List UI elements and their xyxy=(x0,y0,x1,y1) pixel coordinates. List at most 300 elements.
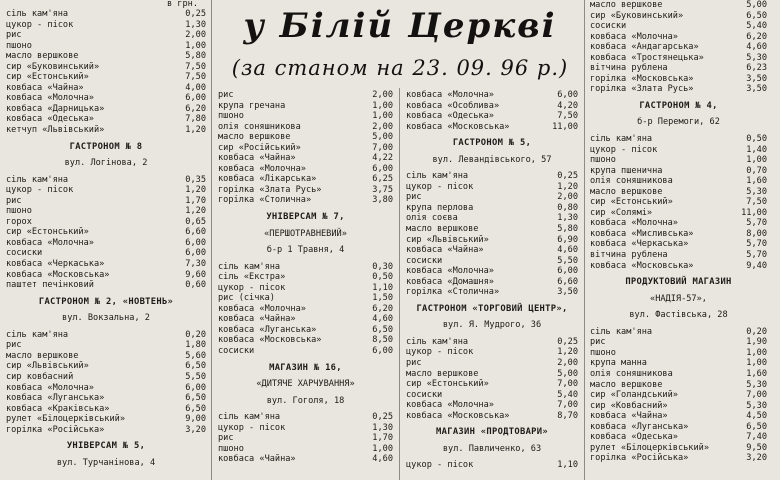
product-price: 1,20 xyxy=(185,206,206,217)
price-row xyxy=(218,143,393,154)
product-price: 0,70 xyxy=(746,165,767,176)
product-name: ковбаса «Московська» xyxy=(406,410,510,421)
price-row xyxy=(218,262,393,273)
product-price: 11,00 xyxy=(552,121,578,132)
product-name: ковбаса «Молочна» xyxy=(590,218,678,229)
product-name: ковбаса «Чайна» xyxy=(6,82,84,93)
product-price: 8,50 xyxy=(372,335,393,346)
price-row xyxy=(218,412,393,423)
price-row xyxy=(406,235,578,246)
product-name: ковбаса «Краківська» xyxy=(6,403,110,414)
product-name: ковбаса «Московська» xyxy=(6,269,110,280)
product-price: 9,00 xyxy=(185,414,206,425)
price-column-4 xyxy=(590,0,767,464)
price-row xyxy=(406,101,578,112)
store-heading: МАГАЗИН № 16, xyxy=(269,362,342,373)
product-price: 3,20 xyxy=(746,453,767,464)
price-row xyxy=(6,62,206,73)
price-row xyxy=(590,327,767,338)
product-price: 8,70 xyxy=(557,410,578,421)
price-row xyxy=(406,266,578,277)
product-name: рис xyxy=(218,433,234,444)
product-price: 5,00 xyxy=(557,368,578,379)
page-title: у Білій Церкві xyxy=(243,6,557,46)
price-row xyxy=(406,90,578,101)
product-price: 2,00 xyxy=(372,90,393,100)
product-price: 3,20 xyxy=(185,424,206,435)
product-price: 8,00 xyxy=(746,228,767,239)
product-name: сіль «Екстра» xyxy=(218,272,286,283)
product-price: 6,00 xyxy=(557,90,578,100)
product-price: 6,50 xyxy=(746,421,767,432)
price-row xyxy=(6,361,206,372)
product-name: ковбаса «Одеська» xyxy=(590,432,678,443)
price-row xyxy=(590,348,767,359)
product-price: 5,70 xyxy=(746,239,767,250)
column-content xyxy=(6,9,206,474)
product-price: 0,50 xyxy=(372,272,393,283)
product-name: ковбаса «Молочна» xyxy=(218,163,306,174)
product-name: пшоно xyxy=(218,443,244,454)
product-name: сир «Солямі» xyxy=(590,207,653,218)
product-name: масло вершкове xyxy=(6,51,79,62)
product-name: ковбаса «Чайна» xyxy=(218,153,296,164)
store-address: вул. Левандівського, 57 xyxy=(432,154,552,165)
price-row xyxy=(6,72,206,83)
price-row xyxy=(406,358,578,369)
product-price: 7,50 xyxy=(557,111,578,122)
price-row xyxy=(218,174,393,185)
price-row xyxy=(218,122,393,133)
price-row xyxy=(406,287,578,298)
price-row xyxy=(6,41,206,52)
product-name: сир «Буковинський» xyxy=(6,61,100,72)
product-name: ковбаса «Дарницька» xyxy=(6,103,105,114)
product-name: ковбаса «Мисливська» xyxy=(590,228,694,239)
product-name: рис xyxy=(590,337,606,348)
product-price: 9,50 xyxy=(746,442,767,453)
price-row xyxy=(6,217,206,228)
product-price: 1,10 xyxy=(372,282,393,293)
product-price: 7,00 xyxy=(557,379,578,390)
price-row xyxy=(6,20,206,31)
price-row xyxy=(218,423,393,434)
price-row xyxy=(590,197,767,208)
product-name: ковбаса «Тростянецька» xyxy=(590,52,704,63)
price-row xyxy=(590,411,767,422)
product-price: 6,60 xyxy=(185,227,206,238)
product-price: 4,60 xyxy=(372,454,393,465)
product-price: 6,60 xyxy=(557,276,578,287)
product-name: сир «Естонський» xyxy=(406,379,489,390)
price-row xyxy=(6,280,206,291)
product-name: крупа перлова xyxy=(406,202,474,213)
product-name: сир «Російський» xyxy=(218,142,301,153)
product-name: сосиски xyxy=(218,346,255,357)
price-row xyxy=(6,83,206,94)
product-name: масло вершкове xyxy=(218,132,291,143)
price-row xyxy=(218,90,393,101)
store-heading: ГАСТРОНОМ № 5, xyxy=(452,138,532,149)
price-row xyxy=(406,379,578,390)
product-price: 1,10 xyxy=(557,460,578,471)
price-row xyxy=(6,425,206,436)
product-name: сир «Голандський» xyxy=(590,390,678,401)
product-price: 4,60 xyxy=(557,245,578,256)
price-row xyxy=(218,185,393,196)
product-name: масло вершкове xyxy=(406,224,479,235)
price-row xyxy=(590,21,767,32)
store-address: вул. Логінова, 2 xyxy=(64,158,148,169)
price-row xyxy=(6,30,206,41)
product-name: горілка «Російська» xyxy=(6,424,105,435)
product-price: 2,00 xyxy=(185,30,206,41)
price-row xyxy=(590,208,767,219)
price-row xyxy=(590,261,767,272)
product-name: ковбаса «Молочна» xyxy=(590,31,678,42)
product-price: 3,50 xyxy=(746,73,767,84)
column-content xyxy=(590,0,767,464)
product-price: 1,00 xyxy=(372,443,393,454)
price-row xyxy=(406,122,578,133)
product-name: цукор - пісок xyxy=(6,19,74,30)
product-price: 0,30 xyxy=(372,261,393,272)
price-row xyxy=(6,351,206,362)
product-name: крупа манна xyxy=(590,358,647,369)
price-row xyxy=(590,145,767,156)
product-price: 9,60 xyxy=(185,269,206,280)
product-price: 5,30 xyxy=(746,379,767,390)
product-price: 1,90 xyxy=(746,337,767,348)
price-row xyxy=(406,224,578,235)
product-price: 1,30 xyxy=(185,19,206,30)
price-row xyxy=(6,238,206,249)
product-name: крупа гречана xyxy=(218,100,286,111)
product-name: сир «Естонський» xyxy=(6,72,89,83)
price-row xyxy=(218,195,393,206)
store-heading: ГАСТРОНОМ «ТОРГОВИЙ ЦЕНТР», xyxy=(416,303,568,314)
product-name: ковбаса «Молочна» xyxy=(6,382,94,393)
price-row xyxy=(590,432,767,443)
product-price: 5,40 xyxy=(746,21,767,32)
product-price: 2,00 xyxy=(557,358,578,369)
price-row xyxy=(590,443,767,454)
price-row xyxy=(406,277,578,288)
price-row xyxy=(218,314,393,325)
product-name: сосиски xyxy=(6,248,43,259)
product-price: 9,40 xyxy=(746,260,767,271)
product-price: 4,20 xyxy=(557,100,578,111)
product-price: 5,50 xyxy=(557,255,578,266)
product-price: 1,40 xyxy=(746,144,767,155)
product-price: 5,70 xyxy=(746,218,767,229)
price-row xyxy=(6,404,206,415)
price-row xyxy=(590,401,767,412)
product-price: 6,50 xyxy=(372,324,393,335)
product-name: рис xyxy=(406,358,422,369)
column-divider xyxy=(399,88,400,480)
store-address: б-р 1 Травня, 4 xyxy=(266,245,345,256)
price-row xyxy=(590,134,767,145)
price-column-1 xyxy=(6,0,206,474)
product-price: 1,30 xyxy=(372,422,393,433)
price-row xyxy=(6,185,206,196)
price-row xyxy=(6,9,206,20)
product-price: 6,00 xyxy=(372,163,393,174)
product-price: 5,30 xyxy=(746,52,767,63)
store-address: «НАДІЯ-57», xyxy=(650,293,707,304)
price-row xyxy=(218,444,393,455)
product-price: 3,75 xyxy=(372,184,393,195)
price-row xyxy=(406,347,578,358)
price-row xyxy=(590,218,767,229)
product-name: горілка «Столична» xyxy=(406,287,500,298)
product-price: 11,00 xyxy=(741,207,767,218)
store-address: «ПЕРШОТРАВНЕВИЙ» xyxy=(264,228,347,239)
product-price: 6,50 xyxy=(185,393,206,404)
product-name: цукор - пісок xyxy=(590,144,658,155)
price-row xyxy=(406,460,578,471)
product-price: 7,50 xyxy=(185,72,206,83)
product-price: 7,80 xyxy=(185,114,206,125)
price-row xyxy=(406,111,578,122)
page-subtitle: (за станом на 23. 09. 96 р.) xyxy=(231,56,569,80)
price-row xyxy=(590,176,767,187)
price-row xyxy=(218,283,393,294)
price-row xyxy=(406,369,578,380)
product-price: 0,25 xyxy=(557,336,578,347)
product-name: масло вершкове xyxy=(590,0,663,10)
product-name: ковбаса «Черкаська» xyxy=(590,239,689,250)
product-name: цукор - пісок xyxy=(406,181,474,192)
product-price: 1,00 xyxy=(746,358,767,369)
price-row xyxy=(218,335,393,346)
price-row xyxy=(406,182,578,193)
product-price: 6,00 xyxy=(372,346,393,357)
store-heading: ПРОДУКТОВИЙ МАГАЗИН xyxy=(625,277,732,288)
price-row xyxy=(590,239,767,250)
product-price: 6,50 xyxy=(185,361,206,372)
product-name: крупа пшенична xyxy=(590,165,663,176)
product-name: паштет печінковий xyxy=(6,280,94,291)
product-price: 6,90 xyxy=(557,234,578,245)
price-row xyxy=(590,250,767,261)
product-name: ковбаса «Московська» xyxy=(590,260,694,271)
product-name: горілка «Московська» xyxy=(590,73,694,84)
product-price: 1,00 xyxy=(372,100,393,111)
product-name: цукор - пісок xyxy=(406,460,474,471)
price-row xyxy=(218,293,393,304)
price-row xyxy=(218,346,393,357)
price-row xyxy=(6,383,206,394)
price-row xyxy=(6,270,206,281)
product-name: ковбаса «Одеська» xyxy=(406,111,494,122)
product-name: цукор - пісок xyxy=(6,185,74,196)
section-gap xyxy=(6,468,206,474)
product-name: ковбаса «Домашня» xyxy=(406,276,494,287)
product-price: 1,20 xyxy=(557,347,578,358)
product-price: 0,60 xyxy=(185,280,206,291)
product-price: 3,50 xyxy=(557,287,578,298)
price-row xyxy=(590,369,767,380)
product-name: сіль кам'яна xyxy=(406,336,469,347)
product-name: олія соєва xyxy=(406,213,458,224)
price-row xyxy=(218,304,393,315)
price-row xyxy=(406,400,578,411)
product-name: сир «Львівський» xyxy=(6,361,89,372)
product-name: рис xyxy=(6,340,22,351)
product-name: сіль кам'яна xyxy=(218,261,281,272)
store-address: вул. Фастівська, 28 xyxy=(629,310,728,321)
product-name: ковбаса «Луганська» xyxy=(218,324,317,335)
product-price: 6,50 xyxy=(746,10,767,21)
product-price: 0,25 xyxy=(185,9,206,19)
price-row xyxy=(590,358,767,369)
price-row xyxy=(590,63,767,74)
product-price: 4,22 xyxy=(372,153,393,164)
product-price: 7,50 xyxy=(746,197,767,208)
price-row xyxy=(590,0,767,11)
store-heading: ГАСТРОНОМ № 8 xyxy=(69,141,143,152)
product-name: ковбаса «Молочна» xyxy=(406,400,494,411)
product-price: 7,50 xyxy=(185,61,206,72)
product-name: сосиски xyxy=(406,389,443,400)
product-price: 5,60 xyxy=(185,350,206,361)
product-name: сир «Буковинський» xyxy=(590,10,684,21)
price-row xyxy=(590,84,767,95)
price-row xyxy=(218,164,393,175)
store-address: вул. Турчанінова, 4 xyxy=(56,457,156,468)
product-price: 6,20 xyxy=(185,103,206,114)
product-name: рулет «Білоцерківський» xyxy=(590,442,709,453)
price-row xyxy=(218,325,393,336)
product-name: ковбаса «Лікарська» xyxy=(218,174,317,185)
product-name: горілка «Злата Русь» xyxy=(218,184,322,195)
product-name: сосиски xyxy=(406,255,443,266)
product-price: 1,00 xyxy=(746,347,767,358)
price-row xyxy=(6,104,206,115)
product-price: 1,20 xyxy=(185,185,206,196)
price-row xyxy=(590,11,767,22)
price-row xyxy=(218,111,393,122)
product-price: 4,60 xyxy=(372,314,393,325)
price-row xyxy=(590,390,767,401)
product-name: ковбаса «Московська» xyxy=(218,335,322,346)
product-price: 1,00 xyxy=(185,40,206,51)
price-row xyxy=(590,187,767,198)
price-row xyxy=(590,42,767,53)
product-name: ковбаса «Одеська» xyxy=(6,114,94,125)
price-row xyxy=(6,114,206,125)
product-name: рулет «Білоцерківський» xyxy=(6,414,125,425)
product-price: 6,25 xyxy=(372,174,393,185)
product-price: 0,80 xyxy=(557,202,578,213)
store-address: вул. Павличенко, 63 xyxy=(442,443,542,454)
store-heading: УНІВЕРСАМ № 7, xyxy=(266,212,345,223)
price-row xyxy=(6,393,206,404)
product-price: 6,00 xyxy=(557,266,578,277)
product-name: ковбаса «Чайна» xyxy=(406,245,484,256)
price-column-2 xyxy=(218,90,393,465)
price-row xyxy=(6,372,206,383)
product-price: 1,70 xyxy=(185,195,206,206)
product-name: сир «Естонський» xyxy=(6,227,89,238)
product-name: ковбаса «Молочна» xyxy=(6,237,94,248)
product-name: масло вершкове xyxy=(406,368,479,379)
currency-unit: в грн. xyxy=(166,0,198,9)
product-price: 5,50 xyxy=(185,371,206,382)
product-price: 1,80 xyxy=(185,340,206,351)
product-price: 4,50 xyxy=(746,411,767,422)
product-price: 5,00 xyxy=(746,0,767,10)
product-name: ковбаса «Черкаська» xyxy=(6,259,105,270)
price-row xyxy=(6,227,206,238)
price-row xyxy=(406,213,578,224)
product-price: 4,00 xyxy=(185,82,206,93)
product-name: сіль кам'яна xyxy=(218,412,281,423)
product-name: олія соняшникова xyxy=(218,121,301,132)
product-name: сіль кам'яна xyxy=(590,326,653,337)
store-heading: ГАСТРОНОМ № 2, «НОВТЕНЬ» xyxy=(38,296,174,307)
column-content xyxy=(406,90,578,471)
product-name: олія соняшникова xyxy=(590,176,673,187)
price-row xyxy=(590,32,767,43)
product-price: 7,40 xyxy=(746,432,767,443)
product-name: горілка «Столична» xyxy=(218,195,312,206)
product-name: цукор - пісок xyxy=(406,347,474,358)
price-row xyxy=(218,433,393,444)
product-price: 2,00 xyxy=(557,192,578,203)
product-price: 5,40 xyxy=(557,389,578,400)
product-name: ковбаса «Особлива» xyxy=(406,100,500,111)
product-price: 3,80 xyxy=(372,195,393,206)
price-row xyxy=(6,206,206,217)
product-name: ковбаса «Чайна» xyxy=(590,411,668,422)
product-price: 0,35 xyxy=(185,174,206,185)
product-name: пшоно xyxy=(590,347,616,358)
product-name: сир «Ковбасний» xyxy=(590,400,668,411)
column-content xyxy=(218,90,393,465)
product-price: 6,20 xyxy=(372,303,393,314)
product-name: ковбаса «Московська» xyxy=(406,121,510,132)
product-name: цукор - пісок xyxy=(218,422,286,433)
product-name: пшоно xyxy=(590,155,616,166)
product-price: 0,50 xyxy=(746,134,767,145)
product-price: 5,30 xyxy=(746,400,767,411)
store-heading: МАГАЗИН «ПРОДТОВАРИ» xyxy=(436,427,548,438)
product-name: ковбаса «Молочна» xyxy=(6,93,94,104)
product-name: ковбаса «Луганська» xyxy=(6,393,105,404)
product-name: рис xyxy=(218,90,234,100)
product-price: 1,50 xyxy=(372,293,393,304)
product-price: 5,70 xyxy=(746,250,767,261)
price-row xyxy=(6,340,206,351)
product-name: цукор - пісок xyxy=(218,282,286,293)
product-price: 2,00 xyxy=(372,121,393,132)
store-address: б-р Перемоги, 62 xyxy=(637,117,720,128)
product-name: рис (січка) xyxy=(218,293,275,304)
product-price: 6,00 xyxy=(185,382,206,393)
product-price: 3,50 xyxy=(746,84,767,95)
price-row xyxy=(590,453,767,464)
product-price: 1,60 xyxy=(746,176,767,187)
store-heading: ГАСТРОНОМ № 4, xyxy=(639,100,718,111)
product-name: горілка «Російська» xyxy=(590,453,689,464)
product-name: сир «Львівський» xyxy=(406,234,489,245)
product-name: горілка «Злата Русь» xyxy=(590,84,694,95)
product-price: 7,00 xyxy=(557,400,578,411)
product-price: 6,50 xyxy=(185,403,206,414)
